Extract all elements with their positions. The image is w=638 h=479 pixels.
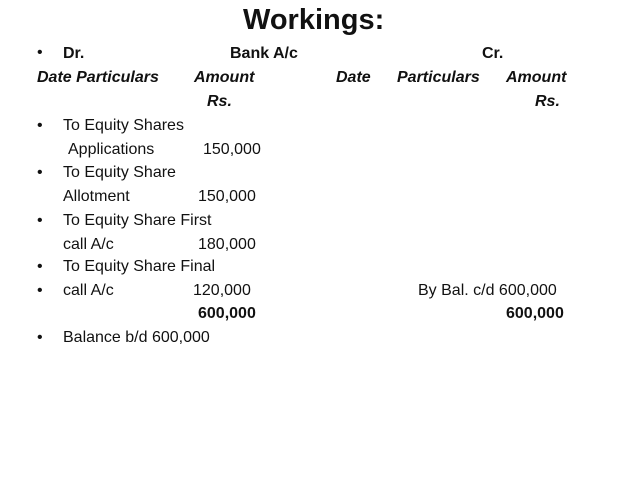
bullet-entry-3: • [37,212,43,229]
right-rs-heading: Rs. [535,93,560,110]
bullet-entry-2: • [37,164,43,181]
account-title: Bank A/c [230,45,298,62]
left-amount-heading: Amount [194,69,255,86]
right-entry: By Bal. c/d 600,000 [418,282,557,299]
total-right: 600,000 [506,305,564,322]
right-particulars-heading: Particulars [397,69,480,86]
entry-2-line1: To Equity Share [63,164,176,181]
left-rs-heading: Rs. [207,93,232,110]
bullet-entry-1: • [37,117,43,134]
bullet-entry-4b: • [37,282,43,299]
entry-4-amount: 120,000 [193,282,251,299]
total-left: 600,000 [198,305,256,322]
entry-2-line2: Allotment [63,188,130,205]
entry-1-line2: Applications [68,141,155,158]
cr-label: Cr. [482,45,504,62]
entry-1-line1: To Equity Shares [63,117,184,134]
balance-line: Balance b/d 600,000 [63,329,210,346]
entry-3-line1: To Equity Share First [63,212,212,229]
entry-4-line1: To Equity Share Final [63,258,216,275]
slide-title: Workings: [243,4,385,36]
entry-3-line2: call A/c [63,236,114,253]
dr-label: Dr. [63,45,85,62]
entry-1-amount: 150,000 [203,141,261,158]
right-date-heading: Date [336,69,371,86]
bullet-entry-4a: • [37,258,43,275]
entry-4-line2: call A/c [63,282,114,299]
bullet-balance: • [37,329,43,346]
right-amount-heading: Amount [506,69,567,86]
bullet-header: • [37,44,43,61]
entry-3-amount: 180,000 [198,236,256,253]
entry-2-amount: 150,000 [198,188,256,205]
left-date-particulars-heading: Date Particulars [37,69,159,86]
